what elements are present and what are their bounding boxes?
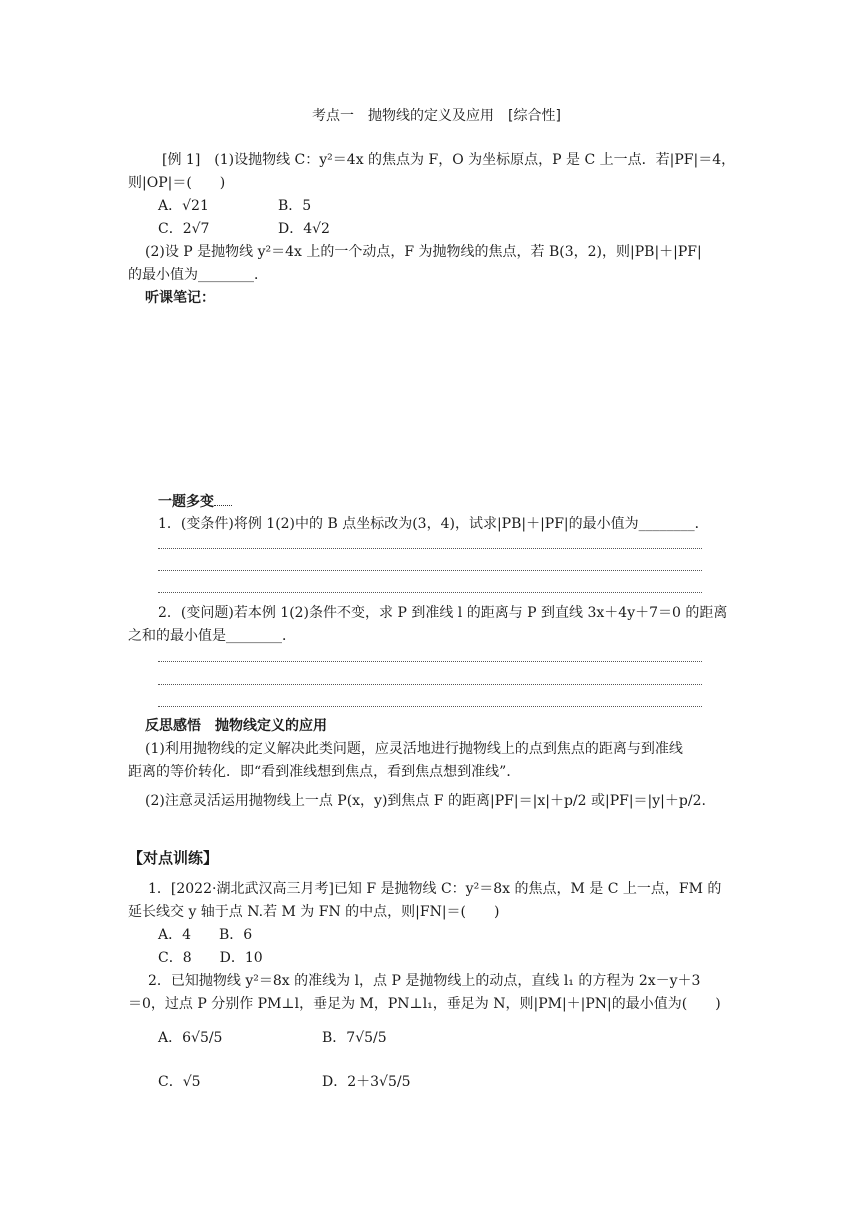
training-q1-options-ab: A．4 B．6 [158, 927, 253, 943]
variant-question-2-line-2: 之和的最小值是________． [128, 628, 296, 644]
variant-question-2-line-1: 2．(变问题)若本例 1(2)条件不变，求 P 到准线 l 的距离与 P 到直线 3x＋4y＋7＝0 的距离 [158, 605, 728, 621]
emphasis-dots [214, 493, 232, 506]
reflection-heading: 反思感悟 抛物线定义的应用 [145, 718, 327, 734]
example-line-2: 则|OP|＝( ) [128, 175, 226, 191]
example-option-a: A．√21 [158, 198, 209, 214]
training-q2-option-b: B．7√5/5 [322, 1030, 387, 1046]
example-option-d: D．4√2 [278, 221, 330, 237]
answer-line [158, 570, 702, 571]
variants-heading-main: 一题多变 [158, 494, 214, 510]
answer-line [158, 548, 702, 549]
example-option-c: C．2√7 [158, 221, 210, 237]
training-heading: 【对点训练】 [128, 849, 219, 867]
example-line-1: [例 1] (1)设抛物线 C：y²＝4x 的焦点为 F，O 为坐标原点，P 是 C 上一点．若|PF|＝4， [162, 152, 736, 168]
variants-heading [158, 492, 232, 512]
training-q1-line-2: 延长线交 y 轴于点 N.若 M 为 FN 的中点，则|FN|＝( ) [128, 904, 500, 920]
example-option-b: B．5 [278, 198, 312, 214]
section-title: 考点一 抛物线的定义及应用 [综合性] [312, 108, 561, 124]
notes-label: 听课笔记： [145, 290, 215, 306]
reflection-p1-line-1: (1)利用抛物线的定义解决此类问题，应灵活地进行抛物线上的点到焦点的距离与到准线 [145, 741, 683, 757]
variant-question-1: 1．(变条件)将例 1(2)中的 B 点坐标改为(3，4)，试求|PB|＋|PF|的最小值为________． [158, 516, 709, 532]
example-part2-line-2: 的最小值为________． [128, 267, 268, 283]
training-q2-line-1: 2．已知抛物线 y²＝8x 的准线为 l，点 P 是抛物线上的动点，直线 l₁ 的方程为 2x－y＋3 [148, 973, 701, 989]
example-part2-line-1: (2)设 P 是抛物线 y²＝4x 上的一个动点，F 为抛物线的焦点，若 B(3，2)，则|PB|＋|PF| [145, 244, 702, 260]
training-q1-line-1: 1．[2022·湖北武汉高三月考]已知 F 是抛物线 C：y²＝8x 的焦点，M 是 C 上一点，FM 的 [148, 881, 722, 897]
answer-line [158, 592, 702, 593]
training-q2-option-c: C．√5 [158, 1074, 201, 1090]
reflection-p2: (2)注意灵活运用抛物线上一点 P(x，y)到焦点 F 的距离|PF|＝|x|＋p/2 或|PF|＝|y|＋p/2. [145, 793, 706, 809]
answer-line [158, 706, 702, 707]
answer-line [158, 661, 702, 662]
answer-line [158, 684, 702, 685]
reflection-p1-line-2: 距离的等价转化．即“看到准线想到焦点，看到焦点想到准线”． [128, 764, 521, 780]
training-q2-option-d: D．2＋3√5/5 [322, 1074, 411, 1090]
training-q1-options-cd: C．8 D．10 [158, 950, 263, 966]
training-q2-line-2: ＝0，过点 P 分别作 PM⊥l，垂足为 M，PN⊥l₁，垂足为 N，则|PM|＋|PN|的最小值为( ) [128, 996, 721, 1012]
training-q2-option-a: A．6√5/5 [158, 1030, 223, 1046]
